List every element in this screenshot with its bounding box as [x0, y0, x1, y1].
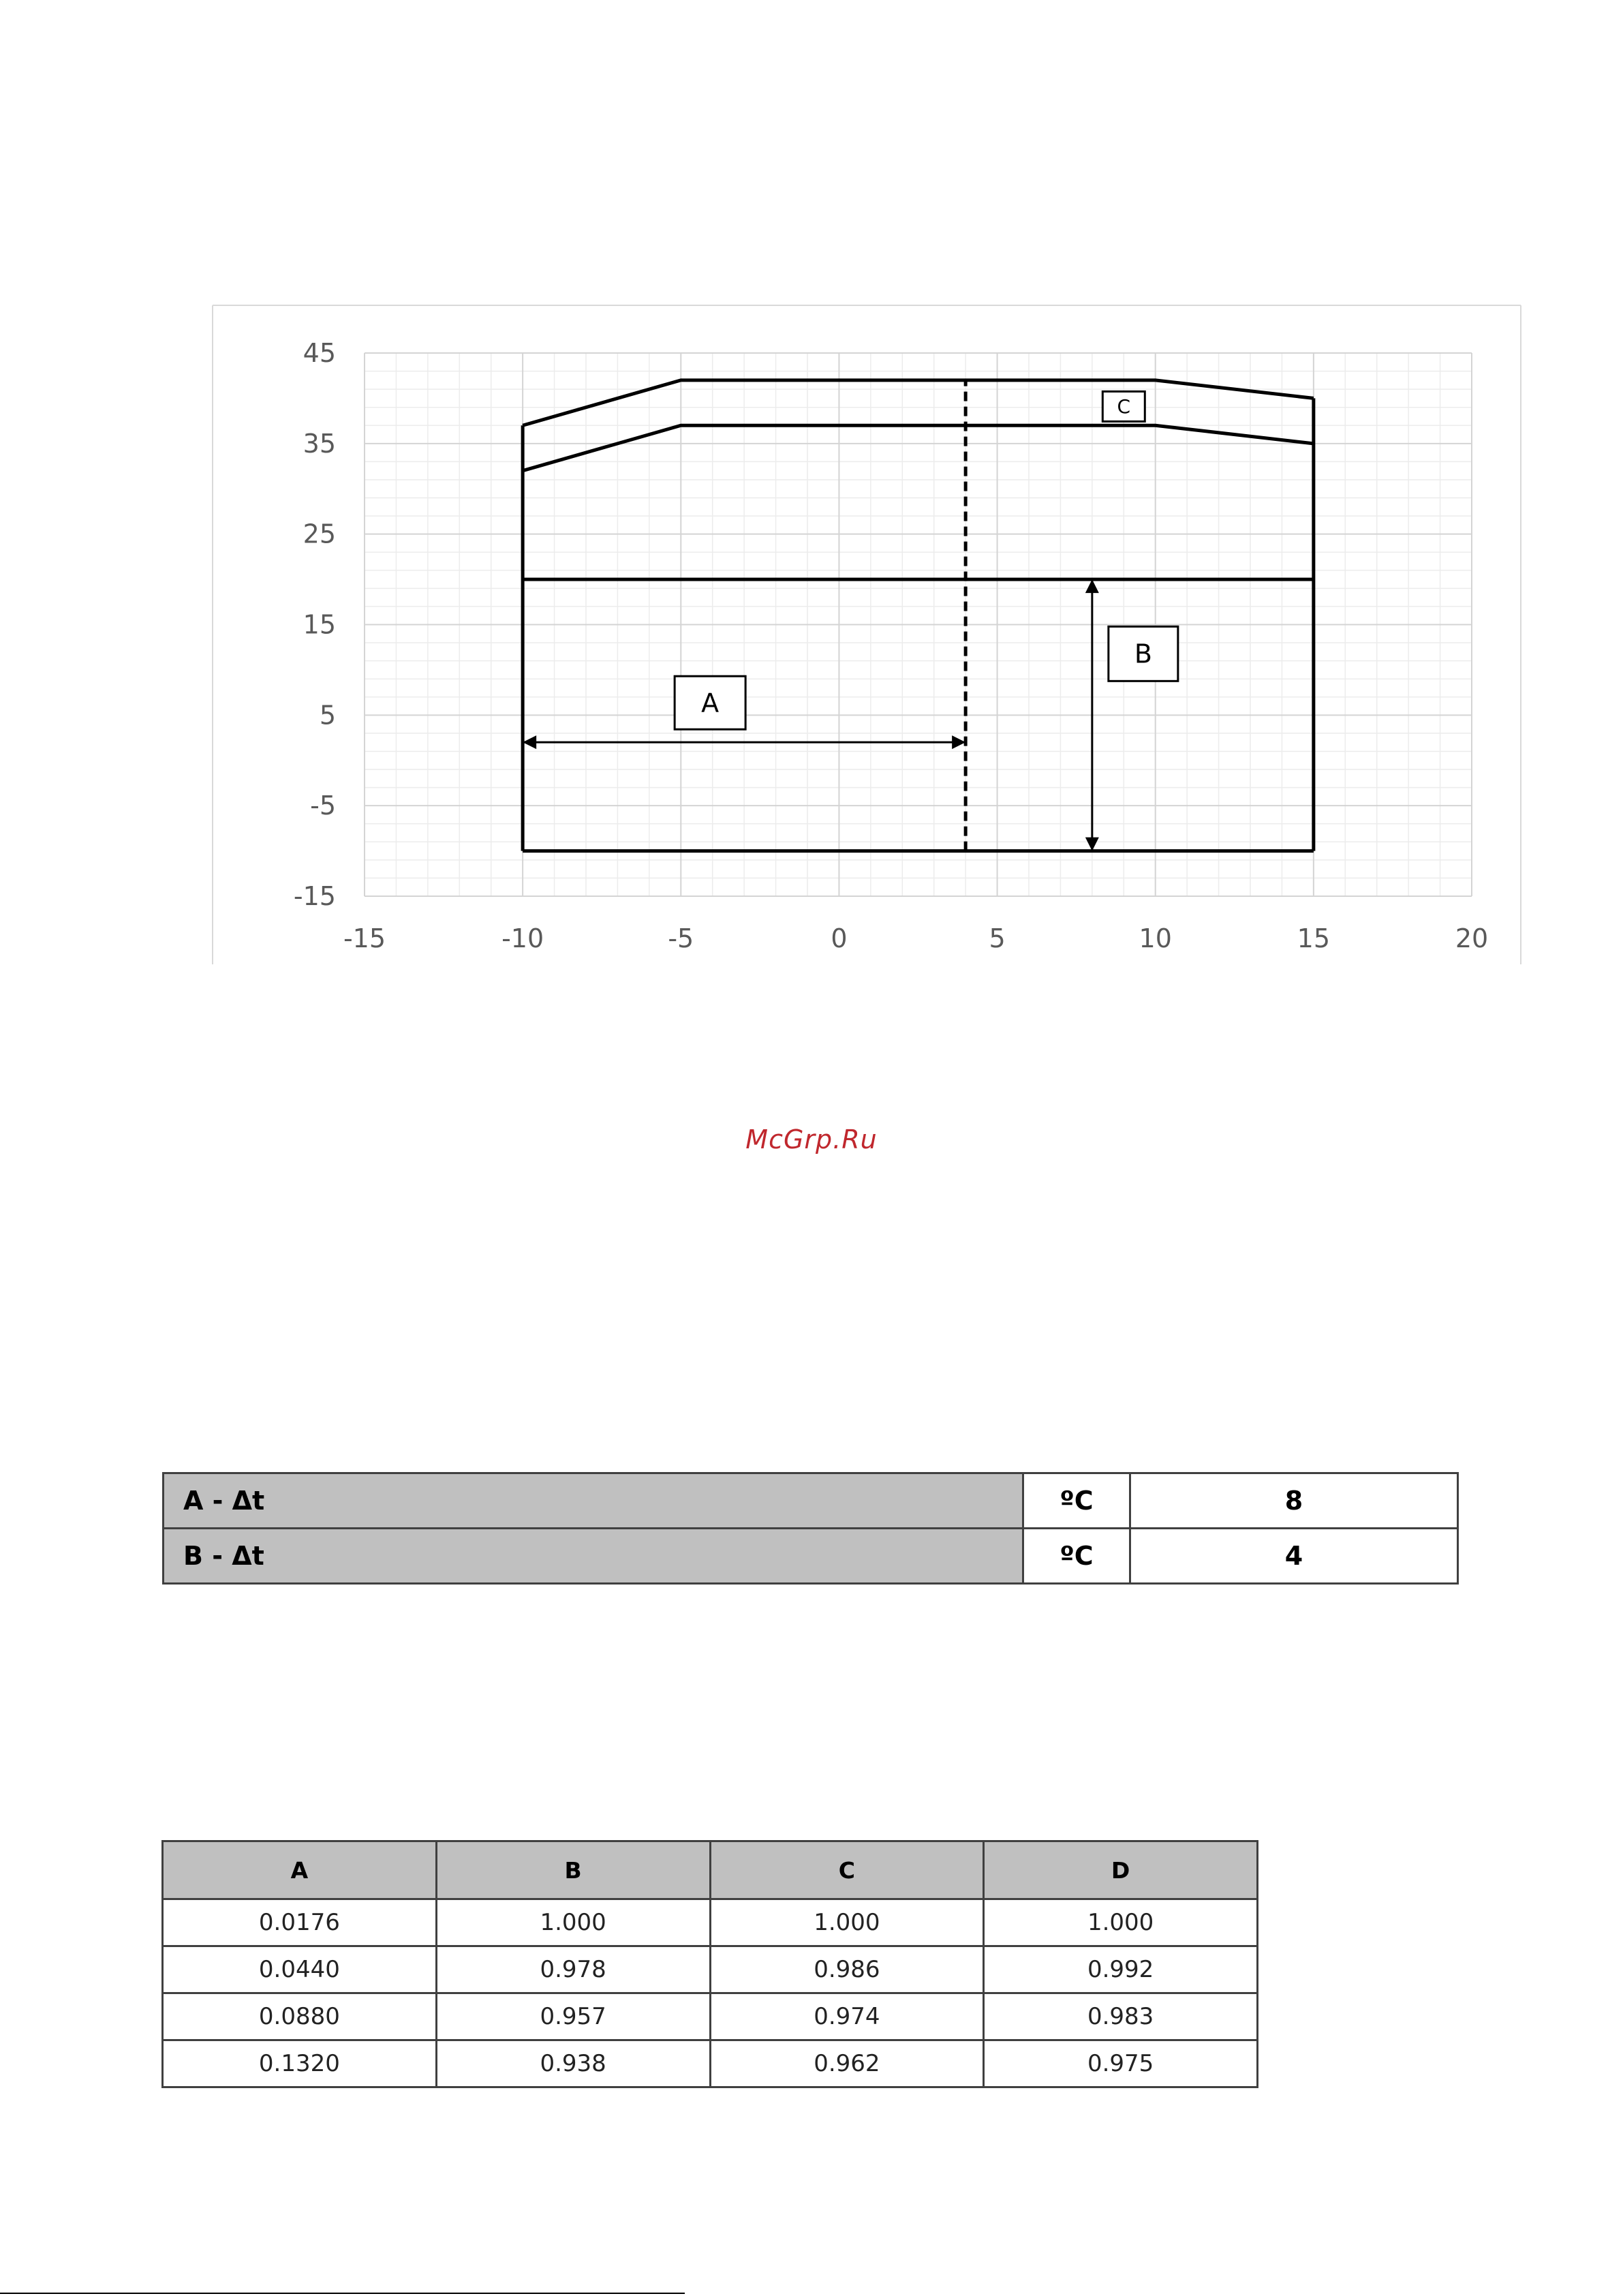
y-tick-label: 35	[303, 428, 336, 459]
annotation-label-c: C	[1117, 395, 1131, 418]
y-tick-label: 5	[319, 700, 336, 731]
table-row	[164, 1529, 1458, 1584]
table-cell: 0.986	[710, 1946, 984, 1993]
chart-svg	[0, 0, 1623, 988]
x-tick-label: -10	[501, 923, 544, 953]
table-cell: 0.992	[984, 1946, 1258, 1993]
table-cell: 0.0440	[163, 1946, 437, 1993]
y-tick-label: 45	[303, 338, 336, 368]
major-gridlines	[365, 353, 1472, 896]
table-row	[163, 1993, 1258, 2040]
arrow-head	[1085, 579, 1099, 593]
delta-unit: ºC	[1023, 1473, 1130, 1529]
y-tick-label: -15	[293, 881, 336, 911]
table-row	[164, 1473, 1458, 1529]
y-tick-label: 15	[303, 609, 336, 640]
x-tick-label: 15	[1297, 923, 1331, 953]
x-tick-label: 0	[831, 923, 848, 953]
chart-series	[523, 380, 1314, 851]
table-cell: 0.975	[984, 2040, 1258, 2087]
y-axis-ticks	[294, 338, 336, 911]
column-header: A	[163, 1841, 437, 1899]
arrow-head	[1085, 838, 1099, 851]
column-header: C	[710, 1841, 984, 1899]
y-tick-label: 25	[303, 519, 336, 549]
annotation-label-a: A	[701, 688, 720, 718]
table-row	[163, 1899, 1258, 1946]
x-tick-label: 5	[989, 923, 1006, 953]
series-line-2	[523, 425, 1314, 470]
arrow-head	[952, 735, 965, 749]
series-line-1	[523, 380, 1314, 425]
table-cell: 0.0176	[163, 1899, 437, 1946]
delta-value: 8	[1130, 1473, 1458, 1529]
table-cell: 0.957	[436, 1993, 710, 2040]
table-cell: 0.1320	[163, 2040, 437, 2087]
operating-range-chart	[0, 0, 1623, 988]
footer-divider	[0, 2293, 685, 2294]
delta-unit: ºC	[1023, 1529, 1130, 1584]
table-row	[163, 2040, 1258, 2087]
table-cell: 0.983	[984, 1993, 1258, 2040]
table-cell: 0.978	[436, 1946, 710, 1993]
annotation-label-b: B	[1134, 639, 1152, 669]
x-tick-label: -5	[668, 923, 694, 953]
table-cell: 1.000	[436, 1899, 710, 1946]
watermark-text: McGrp.Ru	[745, 1124, 878, 1154]
x-axis-ticks	[343, 923, 1488, 953]
table-cell: 0.0880	[163, 1993, 437, 2040]
y-tick-label: -5	[310, 791, 336, 821]
x-tick-label: -15	[343, 923, 386, 953]
table-cell: 0.938	[436, 2040, 710, 2087]
column-header: B	[436, 1841, 710, 1899]
correction-coefficient-table	[161, 1840, 1258, 2088]
delta-value: 4	[1130, 1529, 1458, 1584]
delta-label: B - Δt	[164, 1529, 1023, 1584]
table-cell: 0.974	[710, 1993, 984, 2040]
x-tick-label: 20	[1455, 923, 1489, 953]
table-row	[163, 1946, 1258, 1993]
table-cell: 1.000	[984, 1899, 1258, 1946]
column-header: D	[984, 1841, 1258, 1899]
delta-label: A - Δt	[164, 1473, 1023, 1529]
delta-t-table	[162, 1472, 1459, 1585]
table-cell: 1.000	[710, 1899, 984, 1946]
table-header-row	[163, 1841, 1258, 1899]
arrow-head	[523, 735, 536, 749]
table-cell: 0.962	[710, 2040, 984, 2087]
x-tick-label: 10	[1139, 923, 1172, 953]
